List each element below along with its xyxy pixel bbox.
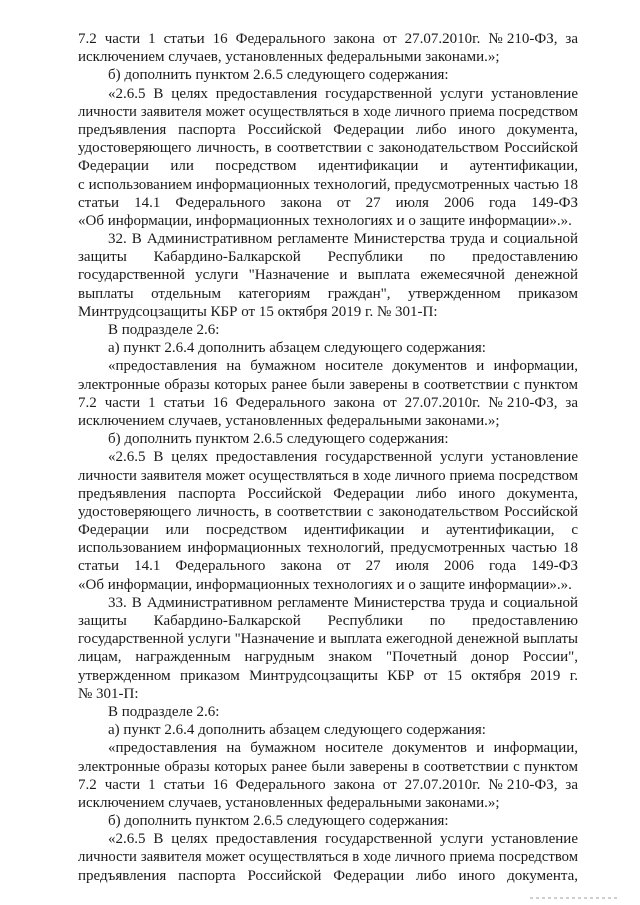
document-line: исключением случаев, установленных федеральными законами.»;	[78, 794, 500, 811]
document-line: защиты Кабардино-Балкарской Республики по предоставлению	[78, 249, 578, 266]
document-line: предъявления паспорта Российской Федерации либо иного документа,	[78, 867, 578, 884]
document-line: государственной услуги "Назначение и выплата ежемесячной денежной	[78, 267, 578, 284]
document-line: предъявления паспорта Российской Федерации либо иного документа,	[78, 485, 578, 502]
document-line: «2.6.5 В целях предоставления государственной услуги установление	[108, 831, 578, 848]
document-line: утвержденном приказом Минтрудсоцзащиты КБР от 15 октября 2019 г.	[78, 667, 578, 684]
document-page	[78, 30, 578, 885]
document-line: удостоверяющего личность, в соответствии с законодательством Российской	[78, 140, 578, 157]
document-line: 7.2 части 1 статьи 16 Федерального закона от 27.07.2010г. №210-ФЗ, за	[78, 31, 578, 47]
document-line: «2.6.5 В целях предоставления государственной услуги установление	[108, 85, 578, 102]
document-line: 32. В Административном регламенте Министерства труда и социальной	[108, 231, 578, 248]
document-line: «Об информации, информационных технологиях и о защите информации».».	[78, 212, 572, 229]
document-line: статьи 14.1 Федерального закона от 27 июля 2006 года 149-ФЗ	[78, 558, 578, 575]
document-line: В подразделе 2.6:	[108, 322, 220, 338]
document-line: с использованием информационных технологий, предусмотренных частью 18	[78, 176, 578, 193]
document-line: статьи 14.1 Федерального закона от 27 июля 2006 года 149-ФЗ	[78, 194, 578, 211]
scan-artifact	[530, 897, 618, 899]
document-line: лицам, награжденным нагрудным знаком "Почетный донор России",	[78, 649, 578, 666]
document-line: Минтрудсоцзащиты КБР от 15 октября 2019 г. № 301-П:	[78, 303, 438, 320]
document-line: 7.2 части 1 статьи 16 Федерального закона от 27.07.2010г. №210-ФЗ, за	[78, 394, 578, 411]
document-line: государственной услуги "Назначение и выплата ежегодной денежной выплаты	[78, 631, 578, 648]
document-line: Федерации или посредством идентификации и аутентификации,	[78, 158, 578, 175]
document-line: 33. В Административном регламенте Министерства труда и социальной	[108, 594, 578, 611]
document-line: б) дополнить пунктом 2.6.5 следующего содержания:	[108, 431, 449, 448]
document-line: личности заявителя может осуществляться в ходе личного приема посредством	[78, 103, 578, 120]
document-line: а) пункт 2.6.4 дополнить абзацем следующего содержания:	[108, 722, 486, 739]
document-line: защиты Кабардино-Балкарской Республики по предоставлению	[78, 613, 578, 629]
document-line: Федерации или посредством идентификации и аутентификации, с	[78, 522, 578, 539]
document-line: предъявления паспорта Российской Федерации либо иного документа,	[78, 121, 578, 138]
document-line: электронные образы которых ранее были заверены в соответствии с пунктом	[78, 758, 578, 775]
document-line: «предоставления на бумажном носителе документов и информации,	[108, 358, 578, 375]
document-line: б) дополнить пунктом 2.6.5 следующего содержания:	[108, 67, 449, 84]
document-line: личности заявителя может осуществляться в ходе личного приема посредством	[78, 467, 578, 484]
document-line: личности заявителя может осуществляться в ходе личного приема посредством	[78, 849, 578, 866]
document-line: № 301-П:	[78, 685, 139, 702]
document-line: «Об информации, информационных технологиях и о защите информации».».	[78, 576, 572, 593]
document-line: удостоверяющего личность, в соответствии с законодательством Российской	[78, 503, 578, 520]
document-line: В подразделе 2.6:	[108, 703, 220, 720]
document-line: исключением случаев, установленных федеральными законами.»;	[78, 49, 500, 66]
document-line: а) пункт 2.6.4 дополнить абзацем следующего содержания:	[108, 340, 486, 357]
document-line: «предоставления на бумажном носителе документов и информации,	[108, 740, 578, 757]
document-line: использованием информационных технологий, предусмотренных частью 18	[78, 540, 578, 557]
document-line: электронные образы которых ранее были заверены в соответствии с пунктом	[78, 376, 578, 393]
document-line: «2.6.5 В целях предоставления государственной услуги установление	[108, 449, 578, 466]
document-line: исключением случаев, установленных федеральными законами.»;	[78, 412, 500, 429]
document-line: 7.2 части 1 статьи 16 Федерального закона от 27.07.2010г. №210-ФЗ, за	[78, 776, 578, 793]
document-line: выплаты отдельным категориям граждан", утвержденном приказом	[78, 285, 578, 302]
document-line: б) дополнить пунктом 2.6.5 следующего содержания:	[108, 813, 449, 830]
